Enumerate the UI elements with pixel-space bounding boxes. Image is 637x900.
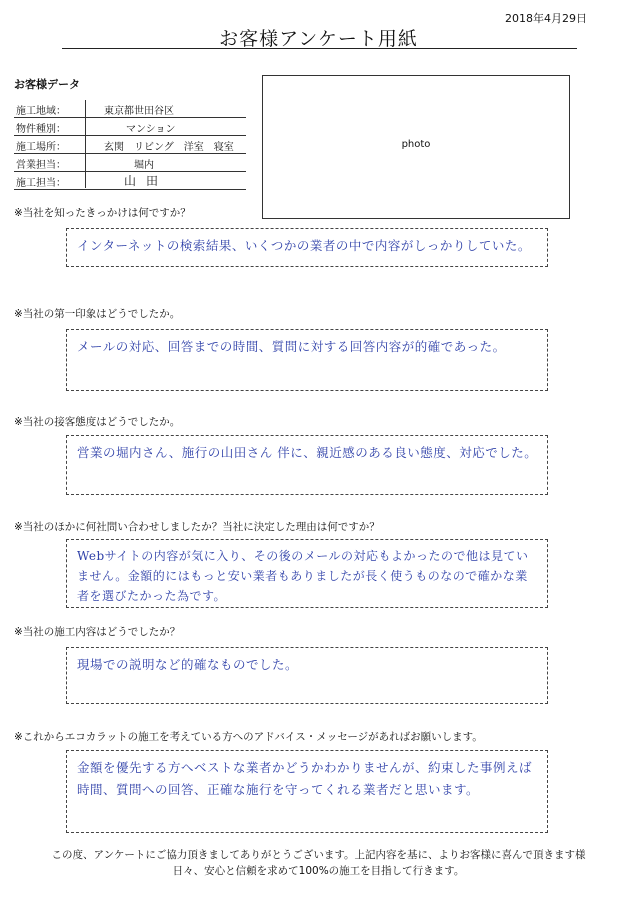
question-4: ※当社のほかに何社問い合わせしましたか？当社に決定した理由は何ですか？ [14, 521, 380, 533]
info-label: 施工場所： [16, 142, 66, 153]
answer-2: メールの対応、回答までの時間、質問に対する回答内容が的確であった。 [77, 339, 506, 354]
answer-box-5 [66, 647, 548, 704]
answer-1: インターネットの検索結果、いくつかの業者の中で内容がしっかりしていた。 [77, 238, 531, 253]
info-value: 東京都世田谷区 [104, 106, 174, 117]
answer-4: Webサイトの内容が気に入り、その後のメールの対応もよかったので他は見ていません。金額的にはもっと安い業者もありましたが長く使うものなので確かな業者を選びたかった為です。 [77, 549, 529, 603]
footer-line-2: 日々、安心と信頼を求めて100%の施工を目指して行きます。 [172, 865, 465, 877]
info-column-divider [85, 100, 86, 188]
info-value: 堀内 [134, 160, 154, 171]
info-value: 玄関 リビング 洋室 寝室 [104, 142, 234, 153]
question-1: ※当社を知ったきっかけは何ですか？ [14, 207, 191, 219]
answer-box-3 [66, 435, 548, 495]
answer-5: 現場での説明など的確なものでした。 [77, 657, 299, 672]
info-label: 営業担当： [16, 160, 66, 171]
info-row-installer [14, 172, 246, 190]
info-value: マンション [126, 124, 176, 135]
answer-box-2 [66, 329, 548, 391]
info-row-location [14, 136, 246, 154]
answer-box-1 [66, 228, 548, 267]
footer-line-1: この度、アンケートにご協力頂きましてありがとうございます。上記内容を基に、よりお客様に喜んで頂きます様 [51, 849, 586, 861]
info-value: 山田 [124, 174, 169, 188]
info-row-property-type [14, 118, 246, 136]
info-row-area [14, 100, 246, 118]
answer-box-4 [66, 539, 548, 608]
info-row-sales-rep [14, 154, 246, 172]
photo-box [262, 75, 570, 219]
info-label: 施工地域： [16, 106, 66, 117]
answer-box-6 [66, 750, 548, 833]
question-3: ※当社の接客態度はどうでしたか。 [14, 416, 181, 428]
info-label: 施工担当： [16, 178, 66, 189]
question-5: ※当社の施工内容はどうでしたか？ [14, 626, 181, 638]
customer-section-label: お客様データ [14, 78, 80, 91]
question-2: ※当社の第一印象はどうでしたか。 [14, 308, 181, 320]
page-title: お客様アンケート用紙 [219, 28, 418, 50]
survey-date: 2018年4月29日 [505, 12, 587, 25]
photo-label: photo [401, 139, 431, 150]
question-6: ※これからエコカラットの施工を考えている方へのアドバイス・メッセージがあればお願いします。 [14, 731, 483, 743]
footer-message [0, 847, 637, 879]
info-label: 物件種別： [16, 124, 66, 135]
title-underline [62, 48, 577, 49]
answer-3: 営業の堀内さん、施行の山田さん 伴に、親近感のある良い態度、対応でした。 [77, 445, 538, 460]
answer-6: 金額を優先する方へベストな業者かどうかわかりませんが、約束した事例えば時間、質問への回答、正確な施行を守ってくれる業者だと思います。 [77, 760, 533, 797]
